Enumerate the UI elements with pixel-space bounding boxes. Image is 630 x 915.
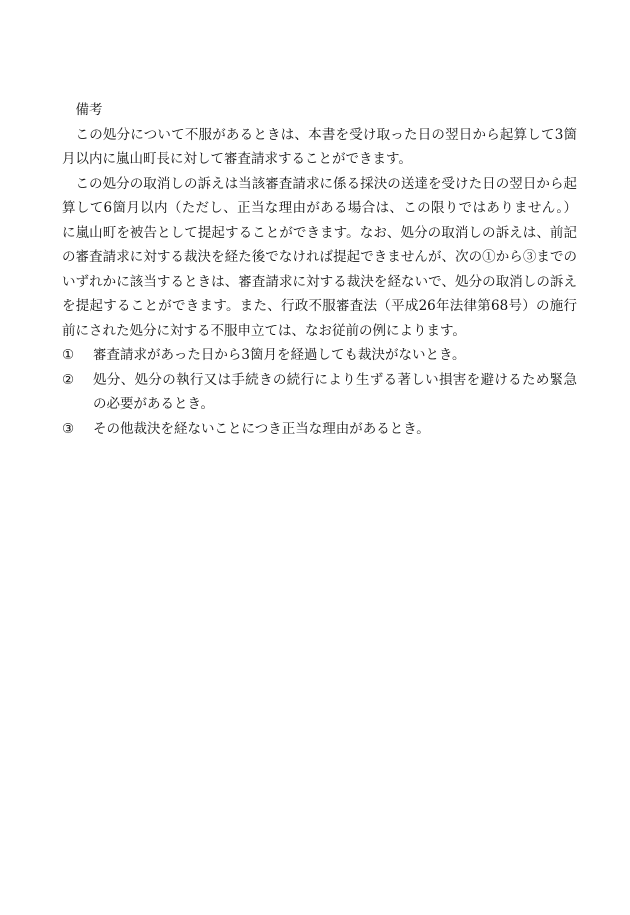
list-item xyxy=(62,368,577,417)
item-number: ① xyxy=(62,347,75,363)
list-item xyxy=(62,343,577,368)
item-text: 審査請求があった日から3箇月を経過しても裁決がないとき。 xyxy=(93,347,466,363)
item-text: 処分、処分の執行又は手続きの続行により生ずる著しい損害を避けるため緊急の必要があるとき。 xyxy=(93,371,577,412)
remarks-section xyxy=(62,98,577,441)
list-item xyxy=(62,417,577,442)
item-number: ③ xyxy=(62,420,75,437)
paragraph-lawsuit: この処分の取消しの訴えは当該審査請求に係る採決の送達を受けた日の翌日から起算して6箇月以内（ただし、正当な理由がある場合は、この限りではありません。）に嵐山町を被告として提起することができます。なお、処分の取消しの訴えは、前記の審査請求に対する裁決を経た後でなければ提起できませんが、次の①から③までのいずれかに該当するときは、審査請求に対する裁決を経ないで、処分の取消しの訴えを提起することができます。また、行政不服審査法（平成26年法律第68号）の施行前にされた処分に対する不服申立ては、なお従前の例によります。 xyxy=(62,175,577,339)
item-number: ② xyxy=(62,371,75,388)
item-text: その他裁決を経ないことにつき正当な理由があるとき。 xyxy=(93,420,430,437)
remarks-heading: 備考 xyxy=(75,102,103,118)
paragraph-appeal-period: この処分について不服があるときは、本書を受け取った日の翌日から起算して3箇月以内に嵐山町長に対して審査請求することができます。 xyxy=(62,126,577,167)
